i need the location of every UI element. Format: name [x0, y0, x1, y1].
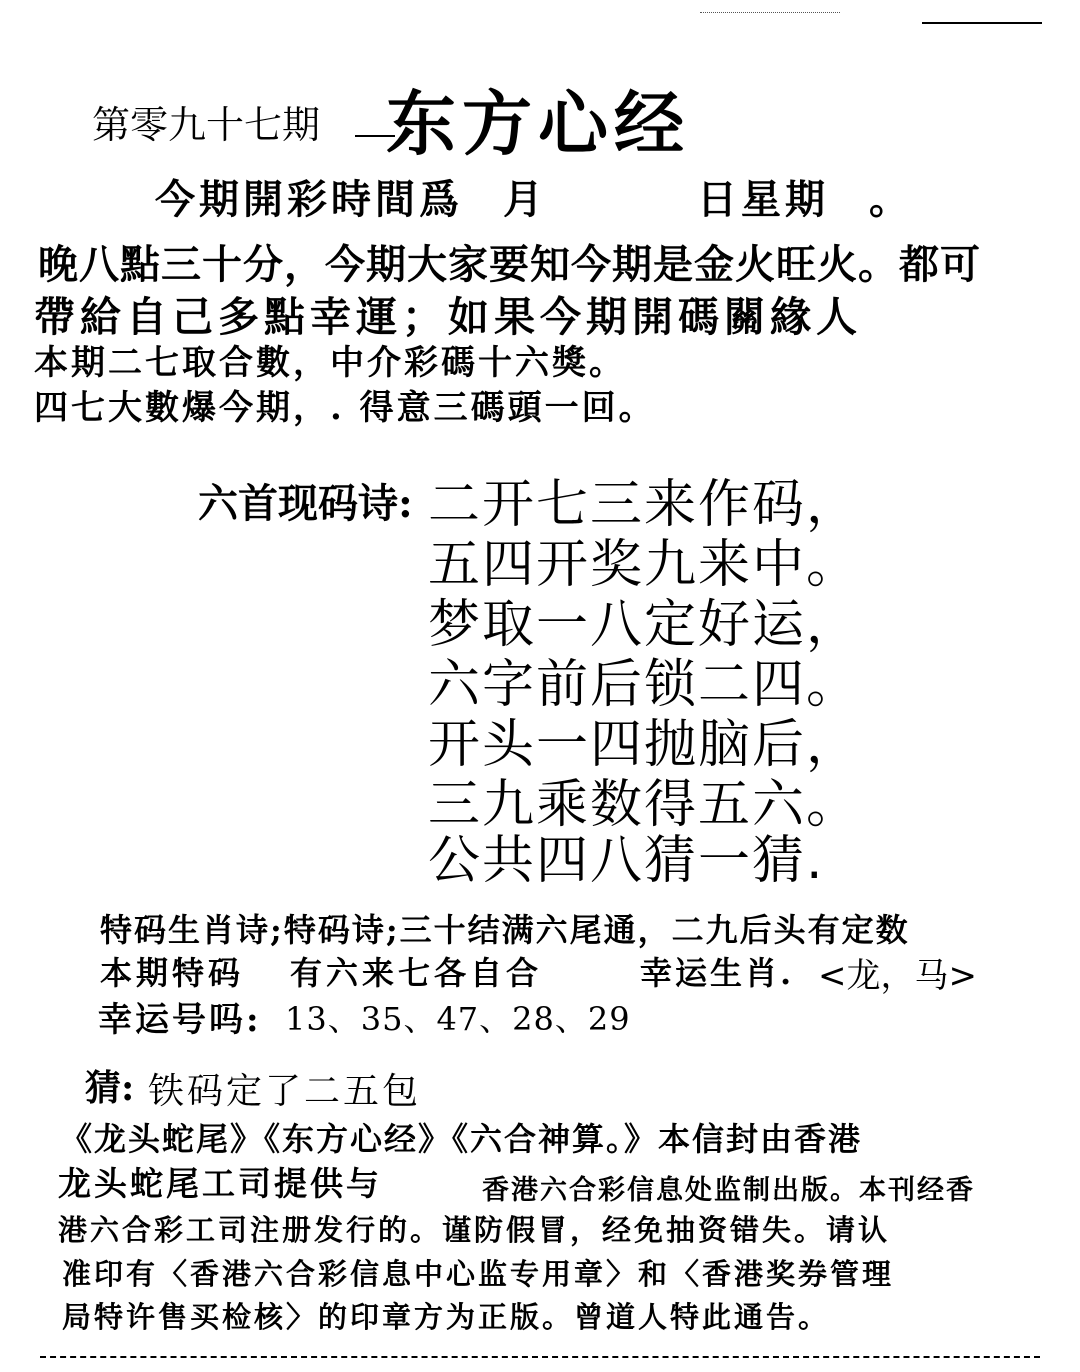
- guess-label: 猜:: [85, 1067, 135, 1109]
- footer-line-2-notice: 香港六合彩信息处监制出版。本刊经香: [482, 1175, 975, 1206]
- lucky-numbers: 13、35、47、28、29: [285, 1000, 631, 1038]
- special-code-text: 有六来七各自合: [290, 954, 543, 992]
- poem-line: 六字前后锁二四。: [428, 655, 861, 715]
- scan-mark-top: [700, 12, 840, 14]
- draw-time-label: 今期開彩時間爲: [155, 176, 463, 223]
- poem-line: 五四开奖九来中。: [428, 535, 861, 595]
- poem-line: 梦取一八定好运，: [428, 595, 861, 655]
- top-rule: [922, 22, 1042, 24]
- footer-line-4: 准印有〈香港六合彩信息中心监专用章〉和〈香港奖券管理: [62, 1257, 895, 1291]
- poem-line: 二开七三来作码，: [428, 475, 861, 535]
- draw-time-weekday: 日星期: [697, 176, 829, 223]
- draw-time-line: [155, 168, 913, 225]
- footer-line-3: 港六合彩工司注册发行的。谨防假冒，经免抽资错失。请认: [58, 1213, 891, 1247]
- intro-line-4: 四七大數爆今期，. 得意三碼頭一回。: [34, 388, 656, 428]
- intro-line-3: 本期二七取合數，中介彩碼十六獎。: [34, 343, 626, 383]
- intro-line-1: 晚八點三十分，今期大家要知今期是金火旺火。都可: [38, 241, 981, 288]
- bottom-divider: [40, 1356, 1040, 1358]
- special-code-poem: 特码生肖诗;特码诗;三十结满六尾通，二九后头有定数: [100, 911, 910, 949]
- intro-line-2: 帶給自己多點幸運；如果今期開碼關緣人: [34, 293, 862, 341]
- footer-line-1: 《龙头蛇尾》《东方心经》《六合神算。》本信封由香港: [60, 1120, 863, 1158]
- draw-time-month: 月: [503, 176, 547, 223]
- poem-line: 三九乘数得五六。: [428, 775, 861, 835]
- lucky-numbers-label: 幸运号吗:: [98, 1000, 262, 1040]
- guess-text: 铁码定了二五包: [148, 1071, 422, 1112]
- lucky-zodiac-label: 幸运生肖.: [640, 954, 795, 992]
- lucky-zodiac-value: <龙，马>: [818, 956, 977, 996]
- footer-line-5: 局特许售买检核〉的印章方为正版。曾道人特此通告。: [62, 1300, 831, 1334]
- draw-time-end: 。: [869, 176, 913, 223]
- poem-line: 公共四八猜一猜.: [428, 831, 825, 891]
- poem-line: 开头一四抛脑后，: [428, 715, 861, 775]
- page-title: 东方心经: [386, 83, 690, 165]
- special-code-label: 本期特码: [100, 954, 245, 992]
- issue-number: 第零九十七期: [92, 103, 321, 147]
- footer-line-2-publisher: 龙头蛇尾工司提供与: [58, 1164, 382, 1203]
- poem-label: 六首现码诗:: [198, 480, 413, 527]
